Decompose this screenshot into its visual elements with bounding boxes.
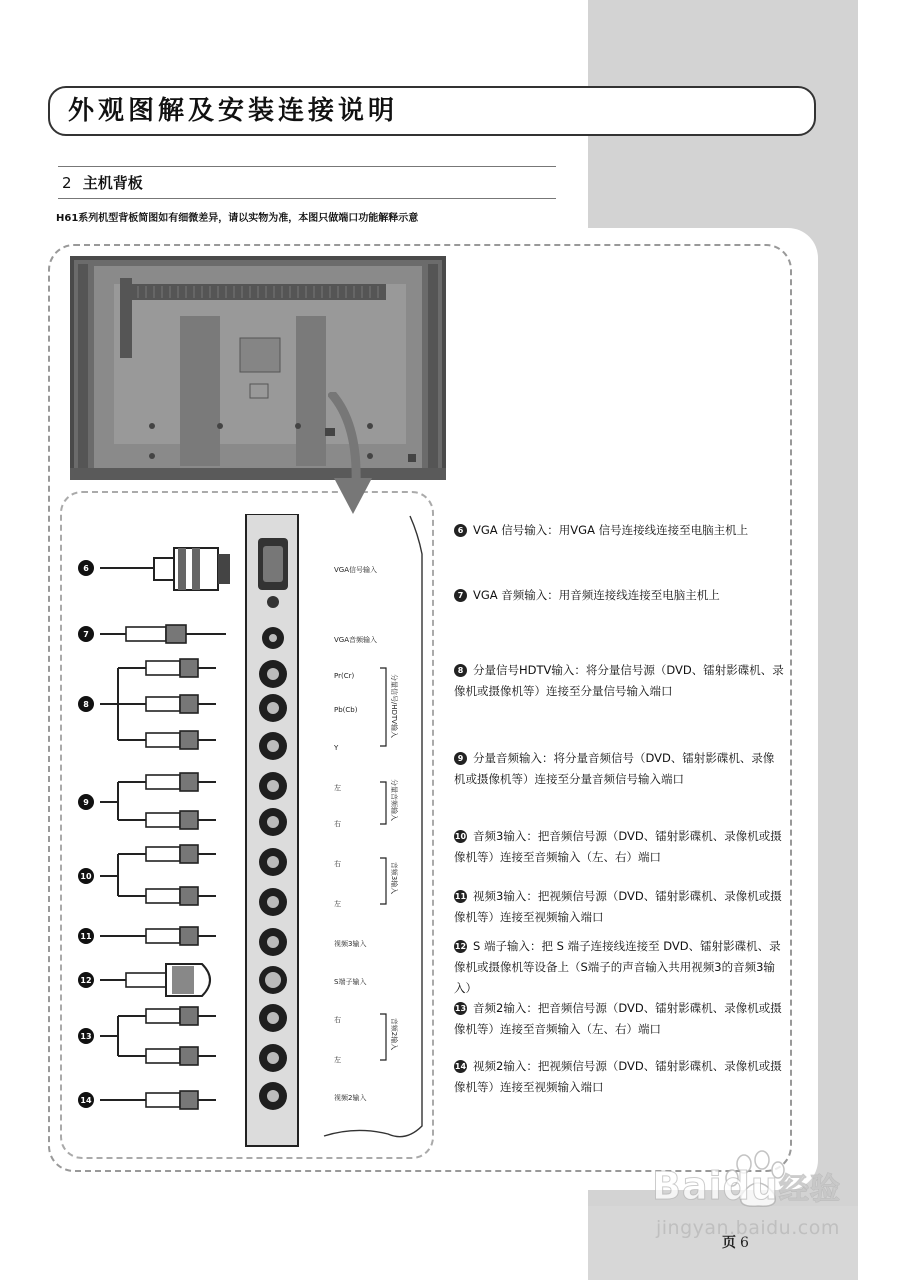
label-pb: Pb(Cb) [334, 706, 358, 714]
tv-rear-photo [70, 256, 446, 480]
badge-icon: 14 [454, 1062, 467, 1071]
description-6 [454, 520, 784, 541]
description-9 [454, 748, 784, 790]
badge-icon: 10 [454, 832, 467, 841]
label-a2-left: 左 [334, 1056, 341, 1064]
label-video2: 视频2输入 [334, 1094, 367, 1102]
description-text: VGA 音频输入：用音频连接线连接至电脑主机上 [473, 588, 720, 602]
badge-12: 12 [80, 976, 92, 985]
watermark-url: jingyan.baidu.com [656, 1217, 840, 1239]
page-title: 外观图解及安装连接说明 [68, 96, 399, 126]
disclaimer-note: H61系列机型背板简图如有细微差异，请以实物为准，本图只做端口功能解释示意 [56, 213, 419, 224]
section-rule-bottom [58, 198, 556, 199]
section-number: 2 [62, 174, 72, 192]
description-12 [454, 936, 784, 999]
label-vga-audio: VGA音频输入 [334, 636, 378, 644]
label-s-terminal: S端子输入 [334, 978, 367, 986]
page-number [722, 1232, 749, 1252]
badge-icon: 6 [454, 524, 467, 537]
port-panel-diagram [66, 514, 438, 1154]
description-text: 分量信号HDTV输入：将分量信号源（DVD、镭射影碟机、录像机或摄像机等）连接至分量信号输入端口 [454, 663, 784, 698]
badge-14: 14 [80, 1096, 92, 1105]
badge-icon: 11 [454, 892, 467, 901]
label-comp-left: 左 [334, 784, 341, 792]
watermark-brand [652, 1164, 841, 1208]
description-text: 分量音频输入：将分量音频信号（DVD、镭射影碟机、录像机或摄像机等）连接至分量音频信号输入端口 [454, 751, 775, 786]
badge-icon: 12 [454, 942, 467, 951]
watermark-brand-cn: 经验 [778, 1172, 841, 1207]
badge-icon: 9 [454, 752, 467, 765]
label-a3-left: 左 [334, 900, 341, 908]
label-comp-right: 右 [334, 820, 341, 828]
label-vga-in: VGA信号输入 [334, 566, 378, 574]
label-video3: 视频3输入 [334, 940, 367, 948]
badge-icon: 8 [454, 664, 467, 677]
badge-icon: 13 [454, 1004, 467, 1013]
badge-11: 11 [80, 932, 92, 941]
label-a2-right: 右 [334, 1016, 341, 1024]
zoom-arrow-icon [328, 392, 374, 516]
label-component-group: 分量信号/HDTV输入 [390, 673, 398, 739]
description-text: S 端子输入：把 S 端子连接线连接至 DVD、镭射影碟机、录像机或摄像机等设备上（S端子的声音输入共用视频3的音频3输入） [454, 939, 781, 995]
section-rule-top [58, 166, 556, 167]
description-10 [454, 826, 784, 868]
section-heading [62, 172, 143, 193]
label-audio2-group: 音频2输入 [390, 1017, 398, 1051]
description-13 [454, 998, 784, 1040]
description-text: 音频2输入：把音频信号源（DVD、镭射影碟机、录像机或摄像机等）连接至音频输入（左、右）端口 [454, 1001, 782, 1036]
label-y: Y [334, 744, 339, 752]
badge-13: 13 [80, 1032, 92, 1041]
badge-9: 9 [83, 798, 89, 807]
label-component-audio-group: 分量音频输入 [390, 779, 398, 821]
badge-6: 6 [83, 564, 89, 573]
label-pr: Pr(Cr) [334, 672, 355, 680]
badge-8: 8 [83, 700, 89, 709]
description-text: 视频2输入：把视频信号源（DVD、镭射影碟机、录像机或摄像机等）连接至视频输入端口 [454, 1059, 782, 1094]
label-a3-right: 右 [334, 860, 341, 868]
description-text: VGA 信号输入：用VGA 信号连接线连接至电脑主机上 [473, 523, 749, 537]
description-14 [454, 1056, 784, 1098]
watermark-brand-en: Baidu [652, 1164, 779, 1208]
description-text: 音频3输入：把音频信号源（DVD、镭射影碟机、录像机或摄像机等）连接至音频输入（左、右）端口 [454, 829, 782, 864]
description-8 [454, 660, 784, 702]
description-7 [454, 585, 784, 606]
label-audio3-group: 音频3输入 [390, 861, 398, 895]
badge-10: 10 [80, 872, 92, 881]
page-number-value: 6 [740, 1235, 749, 1251]
description-text: 视频3输入：把视频信号源（DVD、镭射影碟机、录像机或摄像机等）连接至视频输入端口 [454, 889, 782, 924]
page-label: 页 [722, 1235, 736, 1251]
badge-icon: 7 [454, 589, 467, 602]
page-header [48, 86, 816, 136]
badge-7: 7 [83, 630, 89, 639]
description-11 [454, 886, 784, 928]
section-title: 主机背板 [82, 174, 143, 192]
